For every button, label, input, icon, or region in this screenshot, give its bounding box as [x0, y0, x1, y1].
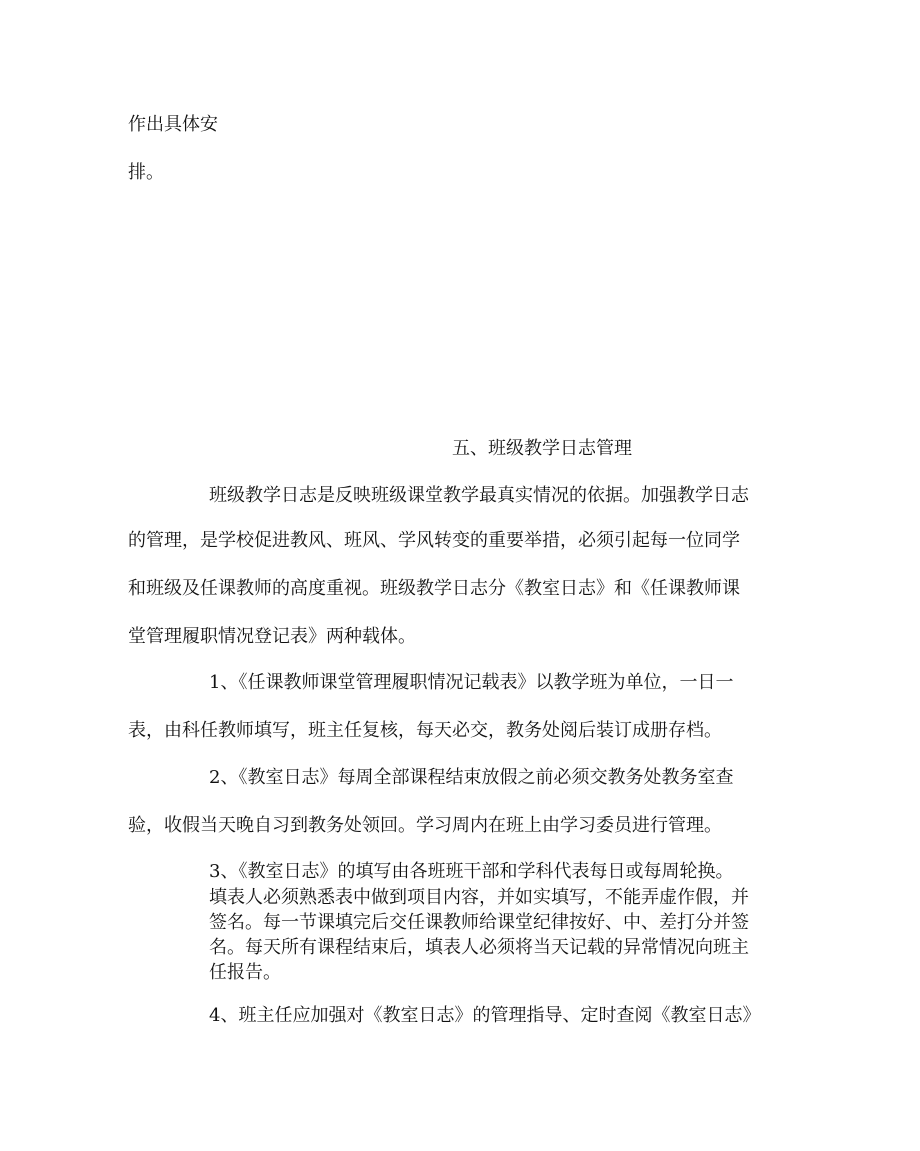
section-heading: 五、班级教学日志管理: [452, 438, 632, 459]
intro-line-4: 堂管理履职情况登记表》两种载体。: [128, 626, 416, 647]
item4-line-1: 4、班主任应加强对《教室日志》的管理指导、定时查阅《教室日志》: [209, 1005, 761, 1026]
item3-body: [209, 885, 779, 985]
item1-line-1: 1、《任课教师课堂管理履职情况记载表》以教学班为单位，一日一: [209, 672, 734, 693]
item3-line-4: 名。每天所有课程结束后，填表人必须将当天记载的异常情况向班主: [209, 937, 749, 958]
item1-line-2: 表，由科任教师填写，班主任复核，每天必交，教务处阅后装订成册存档。: [128, 720, 722, 741]
intro-line-1: 班级教学日志是反映班级课堂教学最真实情况的依据。加强教学日志: [209, 485, 749, 506]
item3-line-3: 签名。每一节课填完后交任课教师给课堂纪律按好、中、差打分并签: [209, 912, 749, 933]
intro-line-3: 和班级及任课教师的高度重视。班级教学日志分《教室日志》和《任课教师课: [128, 578, 740, 599]
item2-line-2: 验，收假当天晚自习到教务处领回。学习周内在班上由学习委员进行管理。: [128, 815, 722, 836]
intro-line-2: 的管理，是学校促进教风、班风、学风转变的重要举措，必须引起每一位同学: [128, 530, 740, 551]
fragment-line-1: 作出具体安: [128, 114, 218, 135]
item3-line-2: 填表人必须熟悉表中做到项目内容，并如实填写，不能弄虚作假，并: [209, 887, 749, 908]
item3-line-1: 3、《教室日志》的填写由各班班干部和学科代表每日或每周轮换。: [209, 861, 734, 882]
item2-line-1: 2、《教室日志》每周全部课程结束放假之前必须交教务处教务室查: [209, 767, 734, 788]
item3-line-5: 任报告。: [209, 962, 281, 983]
fragment-line-2: 排。: [128, 162, 164, 183]
